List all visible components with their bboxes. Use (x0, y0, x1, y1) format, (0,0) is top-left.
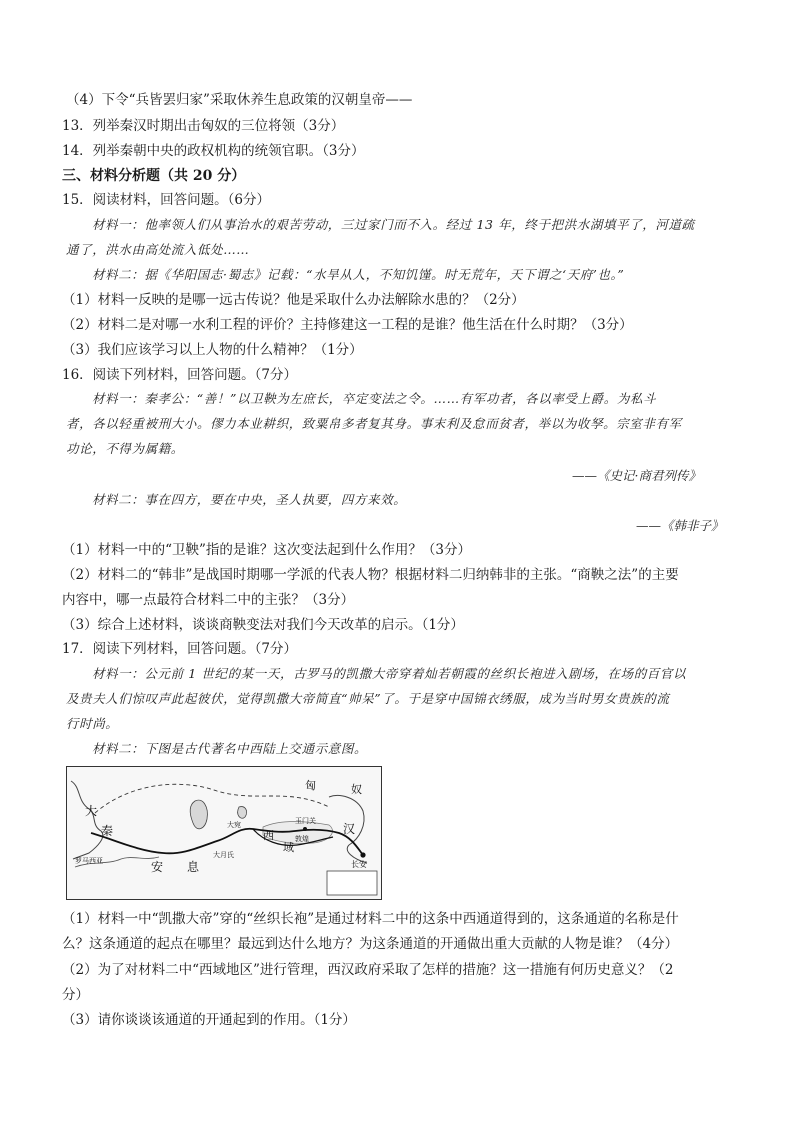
silk-road-map-svg (67, 767, 381, 899)
map-legend-box (327, 871, 377, 895)
q15-material-1-line-1: 材料一：他率领人们从事治水的艰苦劳动，三过家门而不入。经过 13 年，终于把洪水湖填平了，河道疏 (92, 217, 695, 232)
q16-material-1-line-3: 功论，不得为属籍。 (66, 441, 184, 456)
silk-road-map (66, 766, 382, 900)
question-13: 13．列举秦汉时期出击匈奴的三位将领（3分） (62, 118, 345, 134)
q15-material-1-line-2: 通了，洪水由高处流入低处…… (66, 242, 250, 257)
question-14: 14．列举秦朝中央的政权机构的统领官职。（3分） (62, 143, 365, 159)
map-dashed-route (95, 784, 329, 813)
question-16-1: （1）材料一中的“卫鞅”指的是谁？这次变法起到什么作用？（3分） (62, 542, 471, 558)
q16-material-1-line-2: 者，各以轻重被刑大小。僇力本业耕织，致粟帛多者复其身。事末利及怠而贫者，举以为收孥。宗室非有军 (66, 416, 682, 431)
changan-dot (360, 852, 365, 857)
map-label-dayuan: 大宛 (227, 821, 241, 829)
map-label-han: 汉 (343, 822, 356, 836)
q16-source-1: ——《史记·商君列传》 (572, 468, 701, 483)
map-label-changan: 长安 (351, 860, 367, 869)
map-label-xi: 西 (263, 829, 274, 842)
q17-material-1-line-2: 及贵夫人们惊叹声此起彼伏，觉得凯撒大帝简直“帅呆”了。于是穿中国锦衣绣服，成为当时男女贵族的流 (66, 691, 670, 706)
dunhuang-dot (303, 827, 307, 831)
map-label-dayuezhi: 大月氏 (213, 851, 234, 859)
question-12-4: （4）下令“兵皆罢归家”采取休养生息政策的汉朝皇帝—— (66, 92, 413, 108)
map-coast-west (71, 781, 103, 859)
section-3-heading: 三、材料分析题（共 20 分） (62, 168, 246, 184)
question-16-2-line-2: 内容中，哪一点最符合材料二中的主张？（3分） (62, 592, 355, 608)
question-17-1-line-2: 么？这条通道的起点在哪里？最远到达什么地方？为这条通道的开通做出重大贡献的人物是谁？（4分） (62, 936, 679, 952)
question-17-3: （3）请你谈谈该通道的开通起到的作用。（1分） (62, 1012, 356, 1028)
q17-material-1-line-3: 行时尚。 (66, 716, 119, 731)
map-label-qin: 秦 (101, 824, 114, 838)
map-label-xiongnu-2: 奴 (351, 783, 362, 796)
map-aral (238, 807, 247, 819)
map-label-da: 大 (85, 804, 98, 818)
q16-material-1-line-1: 材料一：秦孝公：“善！”以卫鞅为左庶长，卒定变法之令。……有军功者，各以率受上爵。为私斗 (92, 391, 657, 406)
question-17-2-line-2: 分） (62, 987, 89, 1003)
q16-material-2: 材料二：事在四方，要在中央，圣人执要，四方来效。 (92, 492, 407, 507)
map-caspian (190, 800, 207, 829)
map-label-yu: 域 (283, 841, 294, 854)
map-label-rome: 罗马西亚 (75, 857, 103, 865)
question-15-2: （2）材料二是对哪一水利工程的评价？主持修建这一工程的是谁？他生活在什么时期？（3分） (62, 317, 633, 333)
question-15: 15．阅读材料，回答问题。（6分） (62, 192, 271, 208)
question-17: 17．阅读下列材料，回答问题。（7分） (62, 641, 298, 657)
map-label-anxi-2: 息 (187, 860, 200, 874)
map-label-xiongnu-1: 匈 (305, 779, 316, 792)
q15-material-2: 材料二：据《华阳国志·蜀志》记载：“水旱从人，不知饥馑。时无荒年，天下谓之‘天府’也。” (92, 267, 625, 282)
q17-material-1-line-1: 材料一：公元前 1 世纪的某一天，古罗马的凯撒大帝穿着灿若朝霞的丝织长袍进入剧场，在场的百官以 (92, 666, 687, 681)
question-16: 16．阅读下列材料，回答问题。（7分） (62, 367, 298, 383)
question-16-2-line-1: （2）材料二的“韩非”是战国时期哪一学派的代表人物？根据材料二归纳韩非的主张。“商鞅之法”的主要 (62, 567, 679, 583)
question-15-3: （3）我们应该学习以上人物的什么精神？（1分） (62, 342, 363, 358)
map-label-anxi-1: 安 (151, 860, 164, 874)
map-label-dunhuang: 敦煌 (295, 835, 309, 843)
q17-material-2: 材料二：下图是古代著名中西陆上交通示意图。 (92, 741, 368, 756)
question-15-1: （1）材料一反映的是哪一远古传说？他是采取什么办法解除水患的？（2分） (62, 292, 525, 308)
question-16-3: （3）综合上述材料，谈谈商鞅变法对我们今天改革的启示。（1分） (62, 617, 464, 633)
question-17-1-line-1: （1）材料一中“凯撒大帝”穿的“丝织长袍”是通过材料二中的这条中西通道得到的，这条通道的名称是什 (62, 911, 679, 927)
map-label-yumenguan: 玉门关 (295, 817, 316, 825)
q16-source-2: ——《韩非子》 (636, 518, 724, 533)
question-17-2-line-1: （2）为了对材料二中“西域地区”进行管理，西汉政府采取了怎样的措施？这一措施有何历史意义？（2 (62, 962, 674, 978)
